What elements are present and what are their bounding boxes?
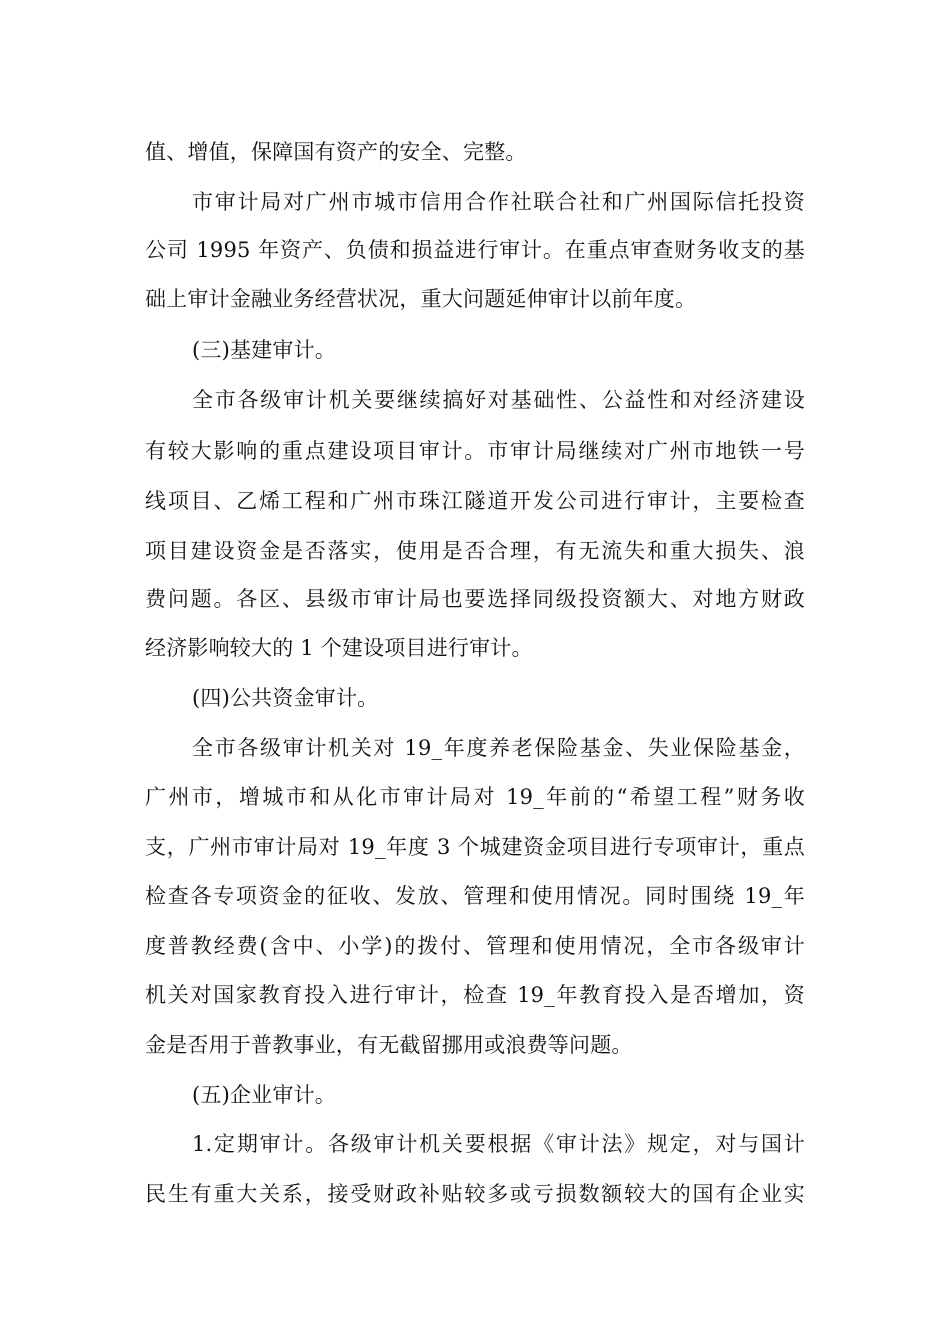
text-line: 费问题。各区、县级市审计局也要选择同级投资额大、对地方财政 — [145, 587, 805, 611]
text-line: 支，广州市审计局对 19_年度 3 个城建资金项目进行专项审计，重点 — [145, 835, 805, 859]
text-line: 市审计局对广州市城市信用合作社联合社和广州国际信托投资 — [192, 190, 805, 214]
text-line: 项目建设资金是否落实，使用是否合理，有无流失和重大损失、浪 — [145, 539, 805, 563]
section-heading: (三)基建审计。 — [192, 338, 336, 362]
section-heading: (四)公共资金审计。 — [192, 686, 379, 710]
text-line: 全市各级审计机关对 19_年度养老保险基金、失业保险基金， — [192, 736, 805, 760]
text-line: 广州市，增城市和从化市审计局对 19_年前的“希望工程”财务收 — [145, 785, 805, 809]
text-line: 检查各专项资金的征收、发放、管理和使用情况。同时围绕 19_年 — [145, 884, 805, 908]
text-line: 机关对国家教育投入进行审计，检查 19_年教育投入是否增加，资 — [145, 983, 805, 1007]
text-line: 全市各级审计机关要继续搞好对基础性、公益性和对经济建设 — [192, 388, 805, 412]
text-line: 线项目、乙烯工程和广州市珠江隧道开发公司进行审计，主要检查 — [145, 489, 805, 513]
text-line: 1.定期审计。各级审计机关要根据《审计法》规定，对与国计 — [192, 1132, 805, 1156]
text-line: 经济影响较大的 1 个建设项目进行审计。 — [145, 636, 533, 660]
text-line: 金是否用于普教事业，有无截留挪用或浪费等问题。 — [145, 1033, 633, 1057]
section-heading: (五)企业审计。 — [192, 1083, 336, 1107]
text-line: 础上审计金融业务经营状况，重大问题延伸审计以前年度。 — [145, 287, 697, 311]
text-line: 有较大影响的重点建设项目审计。市审计局继续对广州市地铁一号 — [145, 439, 805, 463]
text-line: 民生有重大关系，接受财政补贴较多或亏损数额较大的国有企业实 — [145, 1182, 805, 1206]
text-line: 度普教经费(含中、小学)的拨付、管理和使用情况，全市各级审计 — [145, 934, 805, 958]
text-line: 值、增值，保障国有资产的安全、完整。 — [145, 140, 527, 164]
text-line: 公司 1995 年资产、负债和损益进行审计。在重点审查财务收支的基 — [145, 238, 805, 262]
